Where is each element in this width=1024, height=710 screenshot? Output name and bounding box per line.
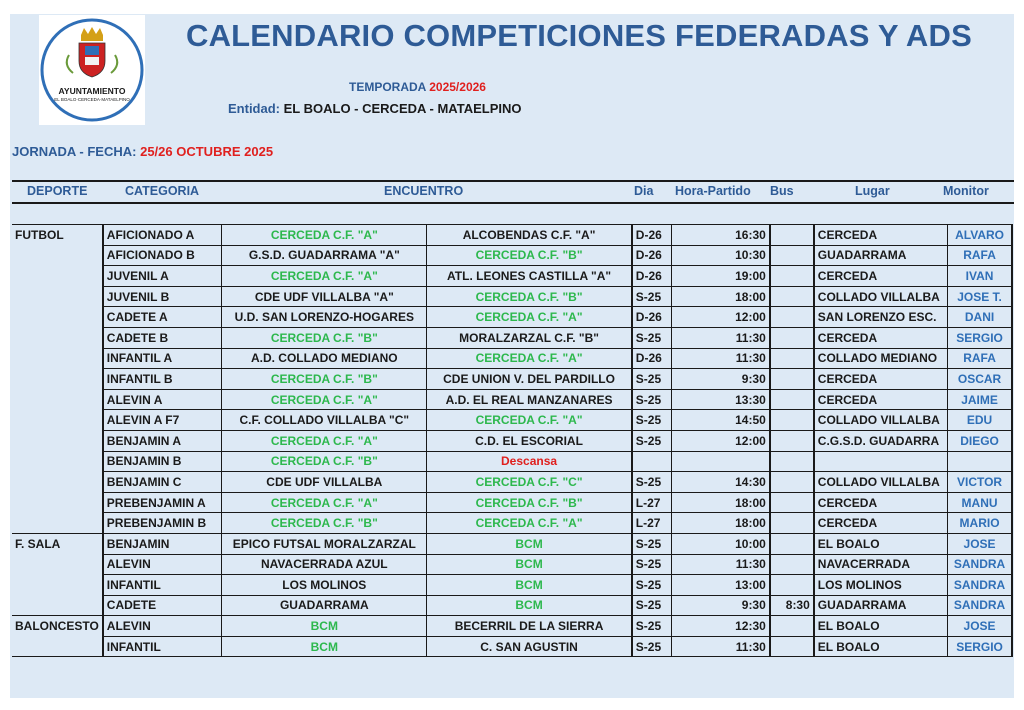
row-away-team: ALCOBENDAS C.F. "A" (427, 225, 632, 246)
table-row (12, 595, 1012, 616)
row-place: C.G.S.D. GUADARRA (814, 430, 948, 451)
row-place: NAVACERRADA (814, 554, 948, 575)
row-bus-time (770, 533, 814, 554)
table-row (12, 430, 1012, 451)
row-away-team: Descansa (427, 451, 632, 472)
season-label: TEMPORADA (349, 80, 426, 94)
row-monitor: SANDRA (948, 575, 1012, 596)
row-sport (12, 410, 103, 431)
table-row (12, 492, 1012, 513)
row-monitor: SANDRA (948, 554, 1012, 575)
row-monitor: JOSE (948, 616, 1012, 637)
row-home-team: C.F. COLLADO VILLALBA "C" (222, 410, 427, 431)
row-day: S-25 (632, 389, 672, 410)
row-day: S-25 (632, 554, 672, 575)
table-row (12, 369, 1012, 390)
row-category: CADETE (103, 595, 222, 616)
table-row (12, 554, 1012, 575)
row-bus-time (770, 245, 814, 266)
col-header-categoria: CATEGORIA (125, 184, 200, 198)
row-away-team: CERCEDA C.F. "A" (427, 348, 632, 369)
row-category: JUVENIL A (103, 266, 222, 287)
row-category: INFANTIL (103, 636, 222, 657)
row-home-team: LOS MOLINOS (222, 575, 427, 596)
row-home-team: EPICO FUTSAL MORALZARZAL (222, 533, 427, 554)
row-sport (12, 595, 103, 616)
row-match-time: 10:00 (672, 533, 770, 554)
row-home-team: CERCEDA C.F. "A" (222, 266, 427, 287)
row-day: D-26 (632, 245, 672, 266)
row-monitor: ALVARO (948, 225, 1012, 246)
row-bus-time (770, 225, 814, 246)
row-match-time: 12:00 (672, 307, 770, 328)
row-bus-time (770, 307, 814, 328)
row-sport: F. SALA (12, 533, 103, 554)
row-bus-time (770, 636, 814, 657)
row-category: BENJAMIN A (103, 430, 222, 451)
row-match-time: 11:30 (672, 327, 770, 348)
row-match-time: 18:00 (672, 513, 770, 534)
row-home-team: BCM (222, 616, 427, 637)
row-monitor: DANI (948, 307, 1012, 328)
row-home-team: CERCEDA C.F. "A" (222, 430, 427, 451)
row-bus-time (770, 492, 814, 513)
row-home-team: CERCEDA C.F. "B" (222, 369, 427, 390)
row-away-team: A.D. EL REAL MANZANARES (427, 389, 632, 410)
row-place (814, 451, 948, 472)
row-sport (12, 636, 103, 657)
row-category: CADETE B (103, 327, 222, 348)
table-row (12, 389, 1012, 410)
row-day: S-25 (632, 410, 672, 431)
row-category: AFICIONADO A (103, 225, 222, 246)
row-place: CERCEDA (814, 327, 948, 348)
row-day: S-25 (632, 369, 672, 390)
row-place: EL BOALO (814, 533, 948, 554)
logo-text: AYUNTAMIENTO (58, 86, 126, 96)
row-day: S-25 (632, 595, 672, 616)
row-day: S-25 (632, 430, 672, 451)
entity-value: EL BOALO - CERCEDA - MATAELPINO (283, 101, 522, 116)
col-header-bus: Bus (770, 184, 794, 198)
row-sport (12, 348, 103, 369)
row-day: S-25 (632, 636, 672, 657)
table-row (12, 286, 1012, 307)
row-bus-time (770, 266, 814, 287)
row-away-team: C.D. EL ESCORIAL (427, 430, 632, 451)
row-place: SAN LORENZO ESC. (814, 307, 948, 328)
row-away-team: BCM (427, 575, 632, 596)
row-bus-time (770, 369, 814, 390)
row-category: ALEVIN (103, 554, 222, 575)
row-bus-time (770, 472, 814, 493)
row-home-team: NAVACERRADA AZUL (222, 554, 427, 575)
row-category: BENJAMIN B (103, 451, 222, 472)
row-monitor: JOSE T. (948, 286, 1012, 307)
row-away-team: CERCEDA C.F. "B" (427, 492, 632, 513)
season-line (349, 80, 486, 94)
row-sport (12, 492, 103, 513)
row-day: D-26 (632, 225, 672, 246)
row-place: CERCEDA (814, 389, 948, 410)
header-bottom-rule (12, 202, 1014, 204)
row-place: COLLADO VILLALBA (814, 410, 948, 431)
row-sport (12, 286, 103, 307)
table-row (12, 225, 1012, 246)
row-away-team: C. SAN AGUSTIN (427, 636, 632, 657)
row-monitor: EDU (948, 410, 1012, 431)
row-match-time (672, 451, 770, 472)
row-away-team: CERCEDA C.F. "C" (427, 472, 632, 493)
row-day: S-25 (632, 472, 672, 493)
row-monitor: VICTOR (948, 472, 1012, 493)
row-day: S-25 (632, 575, 672, 596)
row-place: COLLADO MEDIANO (814, 348, 948, 369)
row-place: COLLADO VILLALBA (814, 286, 948, 307)
table-row (12, 348, 1012, 369)
row-place: CERCEDA (814, 492, 948, 513)
row-home-team: CERCEDA C.F. "B" (222, 513, 427, 534)
row-away-team: BCM (427, 595, 632, 616)
table-row (12, 307, 1012, 328)
page-title: CALENDARIO COMPETICIONES FEDERADAS Y ADS (186, 18, 972, 53)
table-row (12, 327, 1012, 348)
row-category: INFANTIL (103, 575, 222, 596)
row-category: AFICIONADO B (103, 245, 222, 266)
row-bus-time (770, 513, 814, 534)
row-away-team: CERCEDA C.F. "B" (427, 286, 632, 307)
table-row (12, 575, 1012, 596)
town-hall-logo (39, 15, 145, 125)
row-category: PREBENJAMIN B (103, 513, 222, 534)
row-sport (12, 307, 103, 328)
row-place: CERCEDA (814, 513, 948, 534)
row-monitor: SERGIO (948, 327, 1012, 348)
header-top-rule (12, 180, 1014, 182)
table-row (12, 245, 1012, 266)
row-monitor: SANDRA (948, 595, 1012, 616)
row-monitor: MANU (948, 492, 1012, 513)
row-day: S-25 (632, 533, 672, 554)
row-sport (12, 554, 103, 575)
row-away-team: MORALZARZAL C.F. "B" (427, 327, 632, 348)
row-away-team: CERCEDA C.F. "A" (427, 513, 632, 534)
entity-line (228, 101, 521, 116)
row-place: LOS MOLINOS (814, 575, 948, 596)
row-match-time: 11:30 (672, 554, 770, 575)
row-monitor: RAFA (948, 245, 1012, 266)
row-sport (12, 575, 103, 596)
row-monitor (948, 451, 1012, 472)
row-place: CERCEDA (814, 266, 948, 287)
row-home-team: CERCEDA C.F. "A" (222, 492, 427, 513)
row-monitor: IVAN (948, 266, 1012, 287)
row-monitor: OSCAR (948, 369, 1012, 390)
row-sport (12, 245, 103, 266)
row-away-team: BCM (427, 554, 632, 575)
row-place: GUADARRAMA (814, 245, 948, 266)
row-day: L-27 (632, 492, 672, 513)
col-header-hora: Hora-Partido (675, 184, 751, 198)
row-match-time: 10:30 (672, 245, 770, 266)
row-sport (12, 513, 103, 534)
row-bus-time (770, 348, 814, 369)
row-match-time: 11:30 (672, 348, 770, 369)
row-day: L-27 (632, 513, 672, 534)
col-header-dia: Dia (634, 184, 654, 198)
row-match-time: 12:00 (672, 430, 770, 451)
row-bus-time (770, 451, 814, 472)
row-match-time: 16:30 (672, 225, 770, 246)
row-category: ALEVIN (103, 616, 222, 637)
row-match-time: 9:30 (672, 595, 770, 616)
table-row (12, 410, 1012, 431)
col-header-monitor: Monitor (943, 184, 989, 198)
row-sport (12, 451, 103, 472)
season-value: 2025/2026 (429, 80, 486, 94)
table-row (12, 513, 1012, 534)
row-place: COLLADO VILLALBA (814, 472, 948, 493)
row-sport (12, 327, 103, 348)
entity-label: Entidad: (228, 101, 280, 116)
row-monitor: MARIO (948, 513, 1012, 534)
row-sport (12, 389, 103, 410)
row-place: GUADARRAMA (814, 595, 948, 616)
row-sport: BALONCESTO (12, 616, 103, 637)
row-day: S-25 (632, 616, 672, 637)
jornada-line (12, 144, 273, 159)
row-bus-time (770, 286, 814, 307)
row-away-team: CERCEDA C.F. "A" (427, 307, 632, 328)
row-place: EL BOALO (814, 616, 948, 637)
row-day (632, 451, 672, 472)
row-category: INFANTIL A (103, 348, 222, 369)
row-day: S-25 (632, 286, 672, 307)
row-place: CERCEDA (814, 225, 948, 246)
jornada-value: 25/26 OCTUBRE 2025 (140, 144, 274, 159)
row-category: ALEVIN A F7 (103, 410, 222, 431)
row-day: D-26 (632, 348, 672, 369)
jornada-label: JORNADA - FECHA: (12, 144, 137, 159)
row-away-team: CDE UNION V. DEL PARDILLO (427, 369, 632, 390)
row-sport (12, 472, 103, 493)
row-match-time: 18:00 (672, 286, 770, 307)
row-bus-time (770, 616, 814, 637)
row-home-team: CERCEDA C.F. "A" (222, 389, 427, 410)
row-home-team: A.D. COLLADO MEDIANO (222, 348, 427, 369)
row-home-team: G.S.D. GUADARRAMA "A" (222, 245, 427, 266)
row-bus-time: 8:30 (770, 595, 814, 616)
row-match-time: 13:30 (672, 389, 770, 410)
row-bus-time (770, 389, 814, 410)
row-category: JUVENIL B (103, 286, 222, 307)
row-home-team: CERCEDA C.F. "B" (222, 327, 427, 348)
col-header-deporte: DEPORTE (27, 184, 88, 198)
row-category: CADETE A (103, 307, 222, 328)
coat-of-arms-icon (39, 15, 145, 125)
row-away-team: CERCEDA C.F. "B" (427, 245, 632, 266)
row-home-team: CDE UDF VILLALBA (222, 472, 427, 493)
row-away-team: CERCEDA C.F. "A" (427, 410, 632, 431)
row-bus-time (770, 410, 814, 431)
row-category: ALEVIN A (103, 389, 222, 410)
row-day: D-26 (632, 307, 672, 328)
row-sport (12, 369, 103, 390)
logo-subtext: EL BOALO·CERCEDA·MATAELPINO (54, 97, 130, 102)
row-place: EL BOALO (814, 636, 948, 657)
row-home-team: BCM (222, 636, 427, 657)
row-bus-time (770, 327, 814, 348)
row-sport (12, 430, 103, 451)
row-category: INFANTIL B (103, 369, 222, 390)
row-monitor: JAIME (948, 389, 1012, 410)
row-home-team: CERCEDA C.F. "B" (222, 451, 427, 472)
row-match-time: 12:30 (672, 616, 770, 637)
row-match-time: 13:00 (672, 575, 770, 596)
row-monitor: JOSE (948, 533, 1012, 554)
schedule-table (12, 224, 1013, 657)
col-header-encuentro: ENCUENTRO (384, 184, 464, 198)
row-sport: FUTBOL (12, 225, 103, 246)
table-row (12, 616, 1012, 637)
row-place: CERCEDA (814, 369, 948, 390)
row-home-team: U.D. SAN LORENZO-HOGARES (222, 307, 427, 328)
row-home-team: CDE UDF VILLALBA "A" (222, 286, 427, 307)
row-day: S-25 (632, 327, 672, 348)
row-monitor: SERGIO (948, 636, 1012, 657)
row-bus-time (770, 554, 814, 575)
row-home-team: GUADARRAMA (222, 595, 427, 616)
table-row (12, 636, 1012, 657)
col-header-lugar: Lugar (855, 184, 890, 198)
row-bus-time (770, 575, 814, 596)
row-match-time: 14:30 (672, 472, 770, 493)
row-away-team: BCM (427, 533, 632, 554)
row-match-time: 19:00 (672, 266, 770, 287)
table-row (12, 451, 1012, 472)
row-bus-time (770, 430, 814, 451)
row-away-team: BECERRIL DE LA SIERRA (427, 616, 632, 637)
row-category: BENJAMIN (103, 533, 222, 554)
row-match-time: 18:00 (672, 492, 770, 513)
row-match-time: 9:30 (672, 369, 770, 390)
row-home-team: CERCEDA C.F. "A" (222, 225, 427, 246)
row-category: BENJAMIN C (103, 472, 222, 493)
row-match-time: 11:30 (672, 636, 770, 657)
row-monitor: DIEGO (948, 430, 1012, 451)
row-sport (12, 266, 103, 287)
table-row (12, 266, 1012, 287)
row-monitor: RAFA (948, 348, 1012, 369)
row-day: D-26 (632, 266, 672, 287)
row-match-time: 14:50 (672, 410, 770, 431)
table-row (12, 533, 1012, 554)
table-row (12, 472, 1012, 493)
row-away-team: ATL. LEONES CASTILLA "A" (427, 266, 632, 287)
row-category: PREBENJAMIN A (103, 492, 222, 513)
